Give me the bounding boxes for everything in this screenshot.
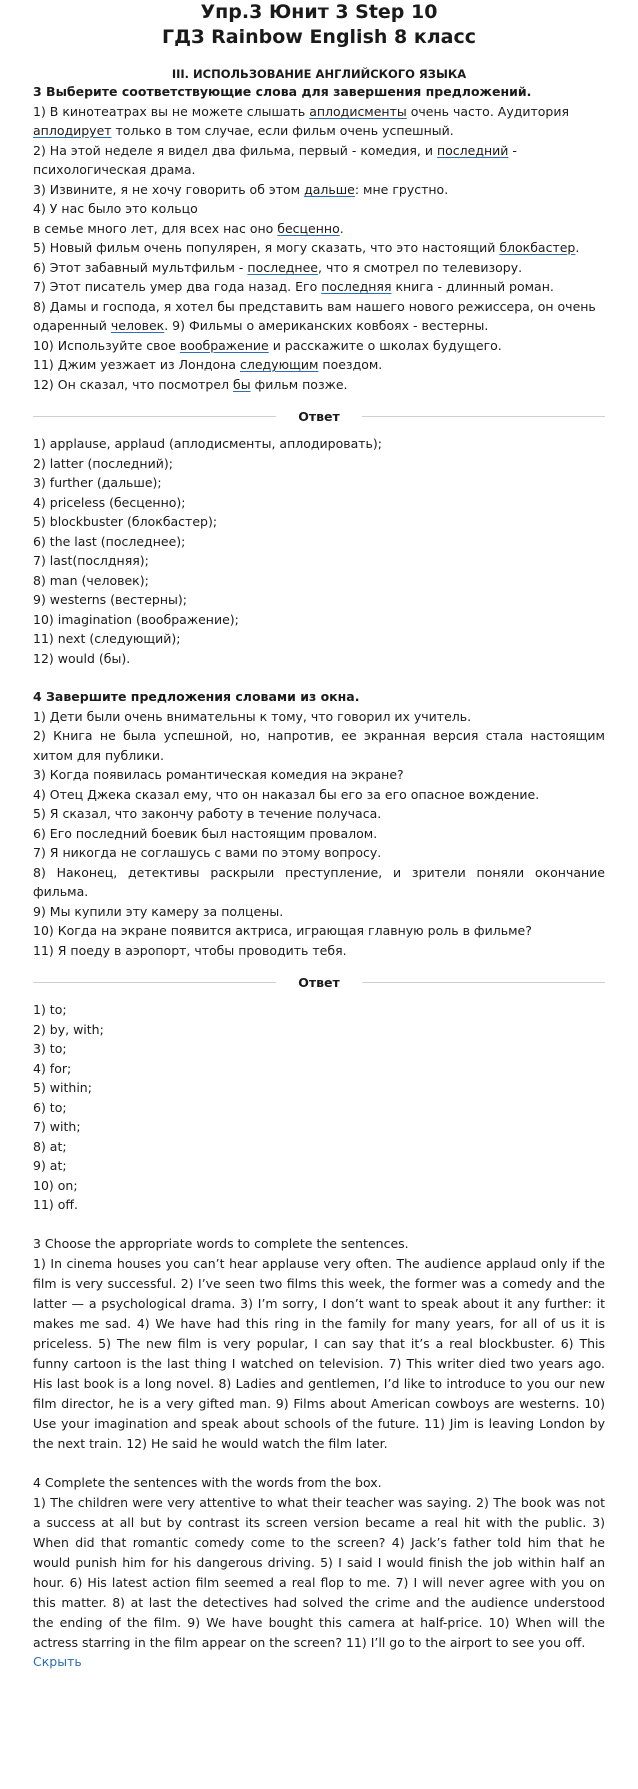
line-text: 5) Новый фильм очень популярен, я могу сказать, что это настоящий — [33, 240, 500, 255]
task4-line: 7) Я никогда не соглашусь с вами по этому вопросу. — [33, 845, 382, 860]
task4-line: 11) Я поеду в аэропорт, чтобы проводить тебя. — [33, 942, 347, 958]
section-heading: III. ИСПОЛЬЗОВАНИЕ АНГЛИЙСКОГО ЯЗЫКА — [171, 67, 467, 81]
line-text: 12) Он сказал, что посмотрел — [33, 376, 233, 392]
line-text: . — [339, 220, 344, 236]
line-text: , что я смотрел по телевизору. — [318, 259, 523, 275]
answer-item: 9) westerns (вестерны); — [33, 592, 187, 607]
answer-keyword: человек — [110, 318, 165, 333]
english-task3-heading: 3 Choose the appropriate words to complete the sentences. — [33, 1235, 409, 1251]
line-text: поездом. — [318, 357, 383, 372]
page-title — [33, 0, 605, 50]
english-task3-text: 1) In cinema houses you can’t hear applause very often. The audience applaud only if the film is very successful. 2) I’ve seen two films this week, the former was a comedy and the latter — a psychological drama. 3) I’m sorry, I don’t want to speak about it any further: it makes me sad. 4) We have had this ring in the family for many years, for all of us it is priceless. 5) The new film is very popular, I can say that it’s a real blockbuster. 6) This funny cartoon is the last thing I watched on television. 7) This writer died two years ago. His last book is a long novel. 8) Ladies and gentlemen, I’d like to introduce to you our new film director, he is a very gifted man. 9) Films about American cowboys are westerns. 10) Use your imagination and speak about schools of the future. 11) Jim is leaving London by the next train. 12) He said he would watch the film later. — [33, 1255, 605, 1451]
title-line-1: Упр.3 Юнит 3 Step 10 — [200, 1, 438, 23]
line-text: 8) Дамы и господа, я хотел бы представить вам нашего нового режиссера, он очень — [33, 298, 596, 314]
answer-keyword: аплодирует — [33, 123, 112, 138]
answer-keyword: последняя — [321, 279, 392, 294]
line-text: 1) В кинотеатрах вы не можете слышать — [33, 103, 310, 119]
line-text: 11) Джим уезжает из Лондона — [33, 357, 240, 372]
line-text: - — [508, 142, 517, 158]
task3-line — [33, 297, 605, 317]
answer-item: 2) latter (последний); — [33, 455, 173, 471]
answer-item: 5) within; — [33, 1080, 92, 1095]
task3-line — [33, 277, 605, 297]
line-text: фильм позже. — [250, 376, 348, 392]
task3-line — [33, 160, 605, 180]
answer-item: 8) at; — [33, 1138, 67, 1154]
answer-item: 1) applause, applaud (аплодисменты, аплодировать); — [33, 436, 382, 451]
task3-line — [33, 316, 605, 336]
answer-item: 11) off. — [33, 1197, 78, 1212]
collapse-link[interactable]: Скрыть — [33, 1653, 82, 1669]
answer-keyword: аплодисменты — [309, 103, 407, 119]
task3-line — [33, 258, 605, 278]
task3-heading: 3 Выберите соответствующие слова для завершения предложений. — [33, 84, 532, 99]
answer-item: 8) man (человек); — [33, 572, 149, 588]
english-task3 — [33, 1234, 605, 1454]
answer-item: 12) would (бы). — [33, 650, 131, 666]
answer-item: 1) to; — [33, 1002, 67, 1017]
answer-item: 10) imagination (воображение); — [33, 611, 239, 627]
answer-item: 7) with; — [33, 1119, 81, 1134]
answer-item: 9) at; — [33, 1158, 67, 1173]
task4-heading: 4 Завершите предложения словами из окна. — [33, 689, 360, 704]
task4-line: 4) Отец Джека сказал ему, что он наказал бы его за его опасное вождение. — [33, 786, 540, 802]
answer-keyword: блокбастер — [499, 240, 576, 255]
task3-text — [33, 102, 605, 395]
title-line-2: ГДЗ Rainbow English 8 класс — [161, 26, 477, 48]
english-task4 — [33, 1473, 605, 1653]
line-text: и расскажите о школах будущего. — [268, 337, 502, 353]
answer-item: 4) priceless (бесценно); — [33, 494, 186, 510]
answer-item: 7) last(послдняя); — [33, 553, 149, 568]
task3-line — [33, 238, 605, 258]
task3-line — [33, 141, 605, 161]
task3-line — [33, 199, 605, 219]
answer-item: 4) for; — [33, 1060, 72, 1076]
answer-item: 3) to; — [33, 1041, 67, 1056]
answer-item: 5) blockbuster (блокбастер); — [33, 514, 218, 529]
answer-item: 2) by, with; — [33, 1021, 104, 1037]
line-text: . — [575, 240, 580, 255]
task4-line: 3) Когда появилась романтическая комедия на экране? — [33, 767, 404, 782]
answer-item: 6) to; — [33, 1099, 67, 1115]
answer-keyword: бесценно — [277, 220, 340, 236]
line-text: . 9) Фильмы о американских ковбоях - вестерны. — [164, 318, 489, 333]
english-task4-heading: 4 Complete the sentences with the words from the box. — [33, 1474, 382, 1490]
answer-item: 10) on; — [33, 1177, 78, 1193]
line-text: в семье много лет, для всех нас оно — [33, 220, 278, 236]
task3-line — [33, 355, 605, 375]
task4-line: 1) Дети были очень внимательны к тому, что говорил их учитель. — [33, 708, 472, 724]
line-text: очень часто. Аудитория — [406, 103, 569, 119]
answers3-list — [33, 434, 605, 668]
separator-rule-left — [33, 982, 276, 983]
task3-line — [33, 219, 605, 239]
task4-line: 8) Наконец, детективы раскрыли преступление, и зрители поняли окончание фильма. — [33, 864, 605, 899]
answer-keyword: воображение — [179, 337, 269, 353]
answer-keyword: следующим — [239, 357, 319, 372]
answer-item: 3) further (дальше); — [33, 475, 162, 490]
answer-separator-1 — [33, 408, 605, 424]
answer-keyword: бы — [233, 376, 251, 392]
task4-line: 2) Книга не была успешной, но, напротив, ее экранная версия стала настоящим хитом для публики. — [33, 728, 605, 763]
line-text: 6) Этот забавный мультфильм - — [33, 259, 248, 275]
task4-line: 9) Мы купили эту камеру за полцены. — [33, 903, 284, 919]
answer-item: 11) next (следующий); — [33, 631, 181, 646]
answer-separator-2 — [33, 974, 605, 990]
task4-line: 5) Я сказал, что закончу работу в течение получаса. — [33, 806, 382, 821]
answers4-list — [33, 1000, 605, 1215]
answer-label: Ответ — [298, 974, 340, 990]
line-text: одаренный — [33, 318, 111, 333]
task3-line — [33, 336, 605, 356]
answer-keyword: последнее — [247, 259, 318, 275]
separator-rule-right — [362, 982, 605, 983]
separator-rule-left — [33, 416, 276, 417]
task3-line — [33, 121, 605, 141]
task3-line — [33, 180, 605, 200]
line-text: только в том случае, если фильм очень успешный. — [111, 123, 454, 138]
line-text: 7) Этот писатель умер два года назад. Его — [33, 279, 322, 294]
line-text: 2) На этой неделе я видел два фильма, первый - комедия, и — [33, 142, 437, 158]
task3-line — [33, 375, 605, 395]
line-text: психологическая драма. — [33, 162, 196, 177]
separator-rule-right — [362, 416, 605, 417]
task4-line: 10) Когда на экране появится актриса, играющая главную роль в фильме? — [33, 923, 532, 938]
line-text: 3) Извините, я не хочу говорить об этом — [33, 181, 305, 197]
task4-line: 6) Его последний боевик был настоящим провалом. — [33, 825, 378, 841]
line-text: 10) Используйте свое — [33, 337, 180, 353]
answer-keyword: последний — [436, 142, 509, 158]
line-text: 4) У нас было это кольцо — [33, 201, 198, 216]
line-text: книга - длинный роман. — [391, 279, 554, 294]
line-text: : мне грустно. — [354, 181, 449, 197]
english-task4-text: 1) The children were very attentive to what their teacher was saying. 2) The book was not a success at all but by contrast its screen version became a real hit with the public. 3) When did that romantic comedy come to the screen? 4) Jack’s father told him that he would punish him for his dangerous driving. 5) I said I would finish the job within half an hour. 6) His latest action film seemed a real flop to me. 7) I will never agree with you on this matter. 8) at last the detectives had solved the crime and the audience understood the ending of the film. 9) We have bought this camera at half-price. 10) When will the actress starring in the film appear on the screen? 11) I’ll go to the airport to see you off. — [33, 1494, 605, 1650]
task3-line — [33, 102, 605, 122]
answer-label: Ответ — [298, 408, 340, 424]
answer-item: 6) the last (последнее); — [33, 533, 186, 549]
answer-keyword: дальше — [304, 181, 355, 197]
task4-text — [33, 707, 605, 961]
